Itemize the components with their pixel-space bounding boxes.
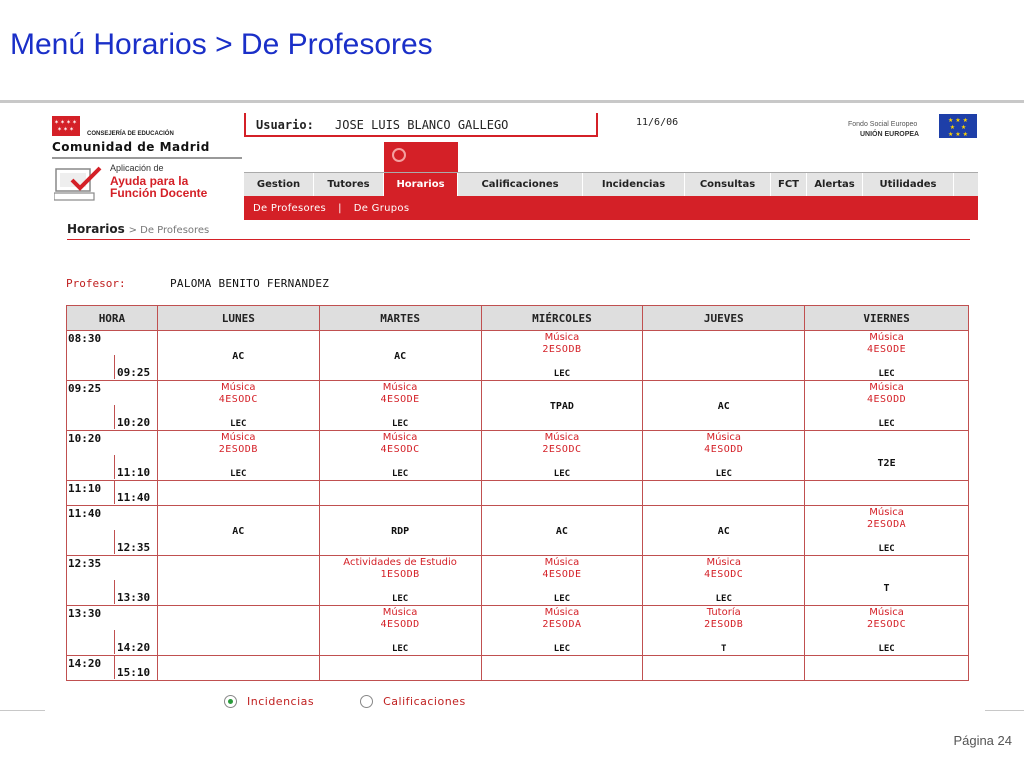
activity: AC [232, 351, 245, 362]
nav-tab-gestion[interactable]: Gestion [244, 173, 314, 196]
hora-end: 09:25 [114, 355, 150, 379]
room: LEC [230, 469, 247, 479]
schedule-cell[interactable] [157, 381, 319, 431]
schedule-cell[interactable] [805, 481, 969, 506]
eu-label: UNIÓN EUROPEA [860, 131, 920, 138]
subject: Música [706, 557, 742, 568]
user-name: JOSE LUIS BLANCO GALLEGO [335, 118, 509, 132]
activity: AC [717, 401, 730, 412]
nav-tab-alertas[interactable]: Alertas [807, 173, 863, 196]
radio-calificaciones[interactable] [360, 695, 373, 708]
room: LEC [878, 419, 895, 429]
app-prefix-label: Aplicación de [110, 163, 164, 173]
hora-cell [67, 331, 158, 381]
schedule-cell[interactable] [157, 656, 319, 681]
schedule-cell[interactable] [481, 381, 643, 431]
schedule-cell[interactable] [157, 556, 319, 606]
schedule-cell[interactable] [805, 606, 969, 656]
subject: Música [382, 382, 418, 393]
sub-nav [244, 196, 978, 220]
table-row [67, 606, 969, 656]
hora-cell [67, 431, 158, 481]
room: T [721, 644, 727, 654]
room: LEC [553, 469, 571, 479]
schedule-cell[interactable] [319, 556, 481, 606]
schedule-cell[interactable] [481, 481, 643, 506]
schedule-cell[interactable] [481, 656, 643, 681]
subject: Música [869, 607, 904, 618]
schedule-cell[interactable] [481, 606, 643, 656]
column-header: MIÉRCOLES [481, 306, 643, 331]
logo-divider [52, 157, 242, 159]
group: 4ESODD [867, 394, 907, 405]
schedule-cell[interactable] [643, 556, 805, 606]
table-row [67, 556, 969, 606]
nav-tab-consultas[interactable]: Consultas [685, 173, 771, 196]
schedule-cell[interactable] [481, 506, 643, 556]
subnav-de-profesores[interactable]: De Profesores [253, 202, 327, 214]
schedule-cell[interactable] [481, 431, 643, 481]
schedule-cell[interactable] [319, 331, 481, 381]
hora-start: 09:25 [68, 382, 102, 395]
group: 2ESODC [542, 444, 582, 455]
hora-cell [67, 606, 158, 656]
table-row [67, 381, 969, 431]
room: LEC [553, 644, 571, 654]
schedule-cell[interactable] [805, 556, 969, 606]
view-options [224, 695, 512, 708]
group: 2ESODA [867, 519, 907, 530]
hora-cell [67, 556, 158, 606]
schedule-cell[interactable] [157, 481, 319, 506]
schedule-cell[interactable] [157, 431, 319, 481]
radio-label[interactable]: Calificaciones [383, 695, 466, 708]
radio-incidencias[interactable] [224, 695, 237, 708]
schedule-cell[interactable] [157, 506, 319, 556]
group: 4ESODC [380, 444, 420, 455]
subject: Actividades de Estudio [343, 557, 457, 568]
hora-end: 12:35 [114, 530, 150, 554]
group: 4ESODC [704, 569, 744, 580]
breadcrumb-current: > De Profesores [128, 225, 210, 236]
schedule-cell[interactable] [319, 506, 481, 556]
activity: T2E [877, 458, 896, 469]
table-row [67, 506, 969, 556]
column-header: JUEVES [643, 306, 805, 331]
hora-end: 15:10 [114, 655, 150, 679]
hora-cell [67, 381, 158, 431]
room: LEC [553, 594, 571, 604]
schedule-cell[interactable] [643, 606, 805, 656]
computer-check-icon [54, 166, 104, 202]
group: 4ESODD [380, 619, 420, 630]
table-header-row [67, 306, 969, 331]
consejeria-label: CONSEJERÍA DE EDUCACIÓN [87, 131, 174, 137]
nav-tab-calificaciones[interactable]: Calificaciones [458, 173, 583, 196]
hora-cell [67, 481, 158, 506]
subject: Música [869, 332, 904, 343]
subnav-separator: | [338, 202, 342, 214]
hora-end: 14:20 [114, 630, 150, 654]
activity: TPAD [549, 401, 574, 412]
subject: Música [544, 432, 580, 443]
activity: AC [717, 526, 730, 537]
nav-tab-tutores[interactable]: Tutores [314, 173, 384, 196]
group: 4ESODE [867, 344, 907, 355]
hora-end: 11:10 [114, 455, 150, 479]
room: LEC [391, 594, 409, 604]
hora-cell [67, 506, 158, 556]
schedule-cell[interactable] [319, 606, 481, 656]
subject: Música [220, 382, 256, 393]
activity: T [883, 583, 890, 594]
main-nav [244, 172, 978, 196]
breadcrumb-main[interactable]: Horarios [67, 222, 125, 236]
subject: Música [869, 507, 904, 518]
group: 4ESODC [218, 394, 258, 405]
nav-tab-fct[interactable]: FCT [771, 173, 807, 196]
schedule-cell[interactable] [643, 431, 805, 481]
app-name-line2: Función Docente [110, 186, 208, 200]
slide-title: Menú Horarios > De Profesores [10, 28, 433, 61]
footer-rule-right [985, 710, 1024, 711]
column-header: LUNES [157, 306, 319, 331]
app-name-line1: Ayuda para la [110, 174, 189, 188]
group: 2ESODB [542, 344, 582, 355]
hora-end: 11:40 [114, 480, 150, 504]
profesor-label: Profesor: [66, 277, 126, 290]
hora-start: 08:30 [68, 332, 102, 345]
comunidad-label: Comunidad de Madrid [52, 140, 210, 154]
group: 4ESODE [542, 569, 582, 580]
table-row [67, 331, 969, 381]
table-row [67, 481, 969, 506]
room: LEC [878, 544, 895, 554]
user-label: Usuario: [256, 118, 314, 132]
schedule-cell[interactable] [643, 506, 805, 556]
schedule-cell[interactable] [319, 481, 481, 506]
activity: AC [232, 526, 245, 537]
schedule-cell[interactable] [319, 656, 481, 681]
subject: Música [544, 332, 580, 343]
subject: Música [382, 607, 418, 618]
hora-start: 11:10 [68, 482, 102, 495]
schedule-cell[interactable] [805, 331, 969, 381]
schedule-cell[interactable] [805, 506, 969, 556]
activity: RDP [391, 526, 410, 537]
group: 2ESODC [867, 619, 907, 630]
nav-tab-utilidades[interactable]: Utilidades [863, 173, 954, 196]
subject: Tutoría [706, 607, 741, 618]
schedule-cell[interactable] [481, 556, 643, 606]
room: LEC [391, 469, 409, 479]
schedule-cell[interactable] [805, 431, 969, 481]
table-row [67, 431, 969, 481]
radio-label[interactable]: Incidencias [247, 695, 315, 708]
nav-tab-incidencias[interactable]: Incidencias [583, 173, 685, 196]
schedule-cell[interactable] [805, 656, 969, 681]
group: 4ESODE [380, 394, 420, 405]
hora-start: 12:35 [68, 557, 102, 570]
eu-flag-logo: ★ ★ ★ ★ ★ ★ ★ ★ [939, 114, 977, 138]
title-divider [0, 100, 1024, 103]
clock-icon [392, 148, 406, 162]
hora-start: 11:40 [68, 507, 102, 520]
table-row [67, 656, 969, 681]
subnav-de-grupos[interactable]: De Grupos [353, 202, 410, 214]
fse-label: Fondo Social Europeo [848, 121, 918, 128]
hora-end: 13:30 [114, 580, 150, 604]
schedule-cell[interactable] [643, 656, 805, 681]
footer-rule-left [0, 710, 45, 711]
subject: Música [544, 607, 580, 618]
room: LEC [878, 369, 895, 379]
profesor-name: PALOMA BENITO FERNANDEZ [170, 277, 330, 290]
subject: Música [220, 432, 256, 443]
subject: Música [544, 557, 580, 568]
room: LEC [553, 369, 571, 379]
hora-cell [67, 656, 158, 681]
schedule-cell[interactable] [157, 331, 319, 381]
activity: AC [555, 526, 568, 537]
schedule-cell[interactable] [643, 331, 805, 381]
room: LEC [391, 644, 409, 654]
group: 2ESODA [542, 619, 582, 630]
schedule-cell[interactable] [157, 606, 319, 656]
hora-start: 10:20 [68, 432, 102, 445]
schedule-cell[interactable] [805, 381, 969, 431]
activity: AC [394, 351, 407, 362]
hora-end: 10:20 [114, 405, 150, 429]
group: 4ESODD [704, 444, 744, 455]
room: LEC [715, 594, 732, 604]
subject: Música [706, 432, 742, 443]
hora-start: 13:30 [68, 607, 102, 620]
madrid-flag-logo: ✶✶✶✶ ✶✶✶ [52, 116, 80, 136]
group: 1ESODB [380, 569, 420, 580]
column-header: MARTES [319, 306, 481, 331]
breadcrumb-divider [67, 239, 970, 240]
subject: Música [382, 432, 418, 443]
schedule-cell[interactable] [643, 481, 805, 506]
room: LEC [391, 419, 409, 429]
column-header: VIERNES [805, 306, 969, 331]
group: 2ESODB [704, 619, 744, 630]
room: LEC [230, 419, 247, 429]
schedule-cell[interactable] [481, 331, 643, 381]
breadcrumb [67, 222, 209, 236]
subject: Música [869, 382, 904, 393]
group: 2ESODB [218, 444, 258, 455]
room: LEC [878, 644, 895, 654]
current-date: 11/6/06 [636, 117, 679, 128]
page-number: Página 24 [953, 733, 1012, 748]
nav-tab-horarios[interactable]: Horarios [384, 173, 458, 196]
schedule-cell[interactable] [643, 381, 805, 431]
room: LEC [715, 469, 732, 479]
schedule-cell[interactable] [319, 381, 481, 431]
schedule-table [66, 305, 969, 681]
column-header: HORA [67, 306, 158, 331]
hora-start: 14:20 [68, 657, 102, 670]
schedule-cell[interactable] [319, 431, 481, 481]
